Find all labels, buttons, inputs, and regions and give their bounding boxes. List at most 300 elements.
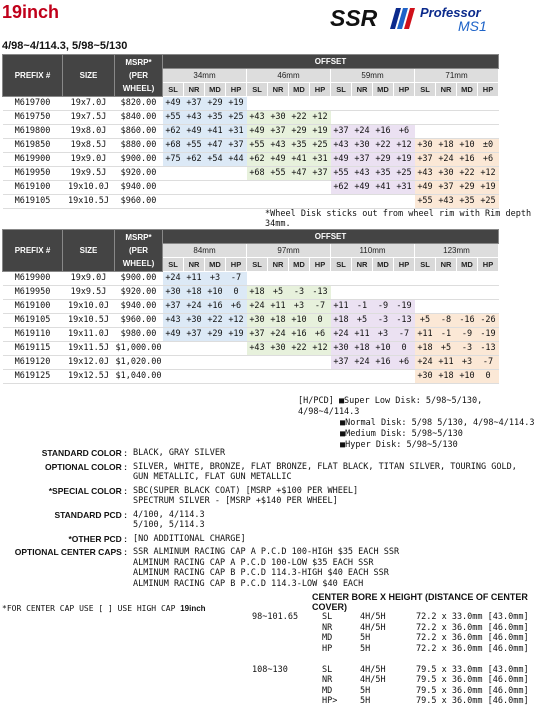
col-prefix: PREFIX # — [3, 55, 63, 97]
offset-cell — [205, 356, 226, 370]
table-row — [3, 167, 499, 181]
prefix-cell: M619700 — [3, 97, 63, 111]
offset-cell: +10 — [457, 370, 478, 384]
offset-cell: +12 — [226, 314, 247, 328]
disk-col: NR — [352, 258, 373, 272]
offset-cell — [205, 167, 226, 181]
prefix-cell: M619100 — [3, 300, 63, 314]
offset-cell — [352, 97, 373, 111]
offset-cell — [184, 342, 205, 356]
offset-cell: -16 — [457, 314, 478, 328]
disk-cell — [320, 654, 358, 665]
offset-cell: +44 — [226, 153, 247, 167]
offset-cell — [373, 97, 394, 111]
offset-cell — [352, 370, 373, 384]
disk-col: SL — [415, 83, 436, 97]
offset-cell: -7 — [310, 300, 331, 314]
prefix-cell: M619100 — [3, 181, 63, 195]
offset-cell: +6 — [394, 125, 415, 139]
offset-cell: +30 — [268, 111, 289, 125]
offset-cell: -19 — [478, 328, 499, 342]
pcd-range-cell — [250, 696, 320, 707]
offset-cell: +24 — [247, 300, 268, 314]
offset-cell: +68 — [247, 167, 268, 181]
prop-value: SBC(SUPER BLACK COAT) [MSRP +$100 PER WHEEL] SPECTRUM SILVER - [MSRP +$140 PER WHEEL] — [133, 485, 359, 506]
offset-cell: -9 — [373, 300, 394, 314]
offset-cell: +29 — [205, 97, 226, 111]
offset-cell — [373, 195, 394, 209]
offset-cell: +43 — [352, 167, 373, 181]
disk-col: NR — [268, 83, 289, 97]
price-cell: $900.00 — [115, 153, 163, 167]
disk-col: SL — [247, 258, 268, 272]
disk-cell: NR — [322, 675, 333, 685]
price-cell: $840.00 — [115, 111, 163, 125]
ssr-professor-logo — [328, 4, 536, 32]
offset-cell: +6 — [310, 328, 331, 342]
offset-cell: +11 — [415, 328, 436, 342]
disk-col: MD — [289, 258, 310, 272]
offset-cell — [331, 272, 352, 286]
offset-cell: +30 — [184, 314, 205, 328]
bore-dim-cell: 72.2 x 36.0mm [46.0mm] — [416, 643, 529, 654]
offset-cell: +25 — [310, 139, 331, 153]
offset-cell: +3 — [205, 272, 226, 286]
pcd-range: 4/98~4/114.3, 5/98~5/130 — [2, 40, 128, 52]
prop-key: *SPECIAL COLOR : — [48, 485, 127, 496]
offset-cell: -7 — [226, 272, 247, 286]
offset-cell — [163, 181, 184, 195]
offset-cell: +30 — [247, 314, 268, 328]
disk-col: HP — [226, 258, 247, 272]
offset-cell — [331, 97, 352, 111]
disk-type-line: ■Normal Disk: 5/98 5/130, 4/98~4/114.3 — [340, 418, 535, 428]
bore-dim-cell: 79.5 x 36.0mm [46.0mm] — [416, 696, 529, 706]
offset-cell: +22 — [457, 167, 478, 181]
table-row — [3, 153, 499, 167]
offset-cell — [352, 272, 373, 286]
offset-group: 123mm — [415, 244, 499, 258]
offset-cell: +49 — [352, 181, 373, 195]
offset-cell — [184, 370, 205, 384]
prefix-cell: M619900 — [3, 153, 63, 167]
page-title: 19inch — [2, 2, 60, 22]
offset-cell: +37 — [352, 153, 373, 167]
disk-col: MD — [205, 258, 226, 272]
offset-cell: +24 — [184, 300, 205, 314]
price-cell: $980.00 — [115, 328, 163, 342]
size-cell: 19x11.0J — [63, 328, 115, 342]
offset-cell — [310, 181, 331, 195]
offset-cell: +43 — [247, 342, 268, 356]
offset-cell: +75 — [163, 153, 184, 167]
table-row — [3, 356, 499, 370]
bore-dim-cell: 79.5 x 33.0mm [43.0mm] — [416, 664, 529, 675]
offset-cell: +43 — [247, 111, 268, 125]
offset-cell: +19 — [478, 181, 499, 195]
prop-key: OPTIONAL CENTER CAPS : — [14, 547, 127, 557]
center-bore-row — [250, 612, 531, 623]
center-bore-row — [250, 675, 531, 686]
offset-cell: +18 — [436, 139, 457, 153]
pcd-range-cell — [250, 686, 320, 697]
offset-group: 71mm — [415, 69, 499, 83]
offset-cell: +24 — [352, 125, 373, 139]
offset-cell: -13 — [310, 286, 331, 300]
size-cell: 19x9.5J — [63, 286, 115, 300]
disk-col: SL — [163, 258, 184, 272]
offset-cell: +25 — [226, 111, 247, 125]
center-bore-row — [250, 696, 531, 707]
offset-cell: +19 — [226, 97, 247, 111]
prefix-cell: M619105 — [3, 195, 63, 209]
offset-cell: +29 — [205, 328, 226, 342]
prefix-cell: M619110 — [3, 328, 63, 342]
offset-cell — [310, 370, 331, 384]
offset-cell: +62 — [331, 181, 352, 195]
disk-col: MD — [373, 258, 394, 272]
price-cell: $900.00 — [115, 272, 163, 286]
size-cell: 19x12.5J — [63, 370, 115, 384]
offset-cell: +29 — [289, 125, 310, 139]
center-bore-row — [250, 644, 531, 655]
offset-cell: +31 — [394, 181, 415, 195]
size-cell: 19x10.0J — [63, 300, 115, 314]
disk-col: NR — [184, 258, 205, 272]
disk-col: MD — [373, 83, 394, 97]
offset-cell: +24 — [436, 153, 457, 167]
offset-cell — [226, 370, 247, 384]
offset-cell — [352, 195, 373, 209]
offset-cell: +5 — [436, 342, 457, 356]
disk-cell: MD — [322, 633, 333, 643]
price-cell: $1,040.00 — [115, 370, 163, 384]
offset-cell: 0 — [226, 286, 247, 300]
offset-cell — [289, 272, 310, 286]
offset-cell — [247, 195, 268, 209]
offset-cell: +6 — [226, 300, 247, 314]
svg-text:Professor: Professor — [420, 5, 481, 20]
offset-cell: +49 — [268, 153, 289, 167]
offset-cell: +12 — [478, 167, 499, 181]
offset-cell: +37 — [331, 125, 352, 139]
offset-cell: +12 — [394, 139, 415, 153]
size-cell: 19x9.0J — [63, 153, 115, 167]
offset-cell: +55 — [268, 167, 289, 181]
disk-type-line: ■Medium Disk: 5/98~5/130 — [340, 429, 463, 439]
offset-cell: +16 — [373, 125, 394, 139]
size-cell: 19x8.0J — [63, 125, 115, 139]
prefix-cell: M619900 — [3, 272, 63, 286]
center-bore-row — [250, 665, 531, 676]
offset-cell — [436, 286, 457, 300]
offset-cell — [289, 181, 310, 195]
offset-cell — [373, 111, 394, 125]
offset-cell: +24 — [415, 356, 436, 370]
offset-cell — [478, 300, 499, 314]
disk-col: NR — [352, 83, 373, 97]
center-bore-row — [250, 623, 531, 634]
table-row — [3, 111, 499, 125]
offset-cell: +11 — [436, 356, 457, 370]
offset-group: 34mm — [163, 69, 247, 83]
offset-cell — [331, 370, 352, 384]
offset-cell: +18 — [184, 286, 205, 300]
price-cell: $920.00 — [115, 167, 163, 181]
col-prefix: PREFIX # — [3, 230, 63, 272]
table-row — [3, 181, 499, 195]
offset-cell — [457, 97, 478, 111]
offset-cell — [184, 181, 205, 195]
offset-cell — [478, 111, 499, 125]
offset-cell: +37 — [226, 139, 247, 153]
offset-cell — [268, 195, 289, 209]
offset-cell: 0 — [478, 370, 499, 384]
table-row — [3, 195, 499, 209]
offset-cell: +49 — [163, 97, 184, 111]
offset-cell: +3 — [289, 300, 310, 314]
disk-cell: NR — [322, 622, 333, 633]
offset-cell — [226, 342, 247, 356]
offset-cell: -26 — [478, 314, 499, 328]
prefix-cell: M619850 — [3, 139, 63, 153]
offset-cell: +3 — [373, 328, 394, 342]
offset-cell — [394, 97, 415, 111]
disk-cell: SL — [322, 612, 333, 622]
col-size: SIZE — [63, 230, 115, 272]
offset-cell — [184, 167, 205, 181]
offset-cell — [289, 195, 310, 209]
offset-group: 46mm — [247, 69, 331, 83]
size-cell: 19x11.5J — [63, 342, 115, 356]
offset-cell: +35 — [289, 139, 310, 153]
offset-table-2 — [2, 229, 499, 384]
offset-cell — [226, 195, 247, 209]
offset-cell: +30 — [436, 167, 457, 181]
offset-cell — [163, 370, 184, 384]
offset-cell: +10 — [373, 342, 394, 356]
offset-cell: +16 — [205, 300, 226, 314]
offset-cell: +22 — [289, 111, 310, 125]
offset-cell: ±0 — [478, 139, 499, 153]
disk-col: SL — [247, 83, 268, 97]
prefix-cell: M619115 — [3, 342, 63, 356]
offset-cell — [247, 356, 268, 370]
center-bore-title: CENTER BORE X HEIGHT (DISTANCE OF CENTER COVER) — [312, 592, 528, 612]
prefix-cell: M619950 — [3, 167, 63, 181]
offset-cell: +19 — [394, 153, 415, 167]
offset-cell — [373, 286, 394, 300]
offset-cell: +19 — [226, 328, 247, 342]
offset-cell — [268, 370, 289, 384]
offset-cell: +43 — [415, 167, 436, 181]
offset-cell: +49 — [163, 328, 184, 342]
offset-cell — [226, 167, 247, 181]
offset-cell: +19 — [310, 125, 331, 139]
offset-cell: +30 — [415, 370, 436, 384]
bore-dim-cell: 79.5 x 36.0mm [46.0mm] — [416, 685, 529, 696]
offset-cell — [205, 342, 226, 356]
offset-cell — [310, 195, 331, 209]
offset-cell: +12 — [310, 342, 331, 356]
lug-cell: 4H/5H — [360, 612, 386, 622]
prefix-cell: M619750 — [3, 111, 63, 125]
offset-cell: +47 — [205, 139, 226, 153]
disk-type-line: [H/PCD] ■Super Low Disk: 5/98~5/130, 4/98~4/114.3 — [298, 396, 483, 417]
disk-col: SL — [331, 258, 352, 272]
offset-cell — [247, 370, 268, 384]
offset-cell: -1 — [436, 328, 457, 342]
offset-cell — [394, 111, 415, 125]
bore-dim-cell: 72.2 x 36.0mm [46.0mm] — [416, 633, 529, 643]
offset-cell — [163, 167, 184, 181]
offset-cell: +11 — [268, 300, 289, 314]
offset-cell: +18 — [436, 370, 457, 384]
offset-cell — [268, 356, 289, 370]
disk-col: MD — [457, 83, 478, 97]
prefix-cell: M619120 — [3, 356, 63, 370]
offset-cell: +30 — [415, 139, 436, 153]
offset-cell — [436, 97, 457, 111]
offset-cell: +22 — [205, 314, 226, 328]
offset-cell: +37 — [184, 97, 205, 111]
disk-col: HP — [310, 258, 331, 272]
offset-cell: +25 — [478, 195, 499, 209]
offset-cell — [436, 125, 457, 139]
offset-cell — [289, 370, 310, 384]
size-cell: 19x9.5J — [63, 167, 115, 181]
center-cap-note: *FOR CENTER CAP USE [ ] USE HIGH CAP 19inch — [2, 604, 206, 613]
offset-cell: +55 — [184, 139, 205, 153]
offset-cell: +41 — [205, 125, 226, 139]
offset-cell: +18 — [247, 286, 268, 300]
price-cell: $960.00 — [115, 314, 163, 328]
price-cell: $860.00 — [115, 125, 163, 139]
offset-cell: +43 — [184, 111, 205, 125]
offset-cell — [331, 286, 352, 300]
offset-cell — [310, 356, 331, 370]
lug-cell: 5H — [360, 633, 371, 643]
disk-cell: MD — [322, 685, 333, 696]
disk-col: HP — [310, 83, 331, 97]
offset-cell — [205, 181, 226, 195]
table-row — [3, 328, 499, 342]
spec-properties — [2, 448, 533, 592]
prefix-cell: M619950 — [3, 286, 63, 300]
offset-cell — [289, 97, 310, 111]
offset-cell — [310, 272, 331, 286]
offset-cell: +49 — [331, 153, 352, 167]
offset-cell — [478, 97, 499, 111]
offset-cell: -13 — [394, 314, 415, 328]
offset-cell: +43 — [436, 195, 457, 209]
prop-key: *OTHER PCD : — [68, 533, 127, 544]
disk-col: SL — [163, 83, 184, 97]
offset-cell: +55 — [331, 167, 352, 181]
prop-value: 4/100, 4/114.3 5/100, 5/114.3 — [133, 509, 205, 530]
offset-cell — [331, 111, 352, 125]
svg-text:MS1: MS1 — [458, 18, 487, 32]
lug-cell: 5H — [360, 685, 371, 696]
offset-cell: +30 — [268, 342, 289, 356]
offset-cell: +47 — [289, 167, 310, 181]
size-cell: 19x7.0J — [63, 97, 115, 111]
offset-cell — [352, 111, 373, 125]
wheel-disk-note: *Wheel Disk sticks out from wheel rim with Rim depth 34mm. — [265, 209, 532, 229]
disk-col: HP — [394, 258, 415, 272]
lug-cell: 4H/5H — [360, 622, 386, 633]
lug-cell: 5H — [360, 643, 371, 654]
offset-cell: +18 — [352, 342, 373, 356]
offset-cell — [247, 181, 268, 195]
offset-cell: +31 — [310, 153, 331, 167]
offset-cell: -9 — [457, 328, 478, 342]
offset-cell: +10 — [289, 314, 310, 328]
col-offset: OFFSET — [163, 230, 499, 244]
offset-cell — [394, 195, 415, 209]
prop-key: STANDARD COLOR : — [41, 448, 127, 458]
offset-cell — [163, 356, 184, 370]
offset-cell: +43 — [331, 139, 352, 153]
prop-value: SILVER, WHITE, BRONZE, FLAT BRONZE, FLAT BLACK, TITAN SILVER, TOURING GOLD, GUN METALLIC, FLAT GUN METALLIC — [133, 461, 517, 482]
col-msrp: MSRP* (PER WHEEL) — [115, 55, 163, 97]
offset-group: 84mm — [163, 244, 247, 258]
offset-cell: +18 — [268, 314, 289, 328]
disk-col: HP — [478, 83, 499, 97]
offset-cell: +22 — [289, 342, 310, 356]
offset-cell: +35 — [457, 195, 478, 209]
disk-types — [298, 396, 539, 451]
price-cell: $960.00 — [115, 195, 163, 209]
price-cell: $940.00 — [115, 300, 163, 314]
offset-cell: +25 — [394, 167, 415, 181]
bore-dim-cell — [414, 654, 531, 665]
offset-cell — [457, 300, 478, 314]
offset-cell — [478, 286, 499, 300]
offset-cell — [331, 195, 352, 209]
offset-cell: -19 — [394, 300, 415, 314]
offset-cell: +5 — [415, 314, 436, 328]
lug-cell: 4H/5H — [360, 664, 386, 675]
offset-cell: +35 — [205, 111, 226, 125]
offset-cell — [163, 342, 184, 356]
offset-cell: +12 — [310, 111, 331, 125]
offset-cell — [373, 370, 394, 384]
offset-cell — [310, 97, 331, 111]
pcd-range-cell — [250, 623, 320, 634]
price-cell: $880.00 — [115, 139, 163, 153]
offset-cell: +68 — [163, 139, 184, 153]
offset-group: 97mm — [247, 244, 331, 258]
disk-cell: HP> — [322, 696, 338, 706]
disk-col: MD — [289, 83, 310, 97]
offset-cell — [268, 181, 289, 195]
prop-key: STANDARD PCD : — [54, 509, 127, 520]
disk-cell: HP — [322, 643, 333, 654]
offset-table-1 — [2, 54, 499, 209]
offset-cell: +49 — [184, 125, 205, 139]
offset-cell: +41 — [289, 153, 310, 167]
offset-cell: +22 — [373, 139, 394, 153]
col-size: SIZE — [63, 55, 115, 97]
offset-cell: +54 — [205, 153, 226, 167]
disk-col: SL — [331, 83, 352, 97]
prefix-cell: M619105 — [3, 314, 63, 328]
offset-cell — [184, 195, 205, 209]
offset-cell: -1 — [352, 300, 373, 314]
offset-cell: +6 — [394, 356, 415, 370]
bore-dim-cell: 72.2 x 33.0mm [43.0mm] — [416, 612, 529, 622]
